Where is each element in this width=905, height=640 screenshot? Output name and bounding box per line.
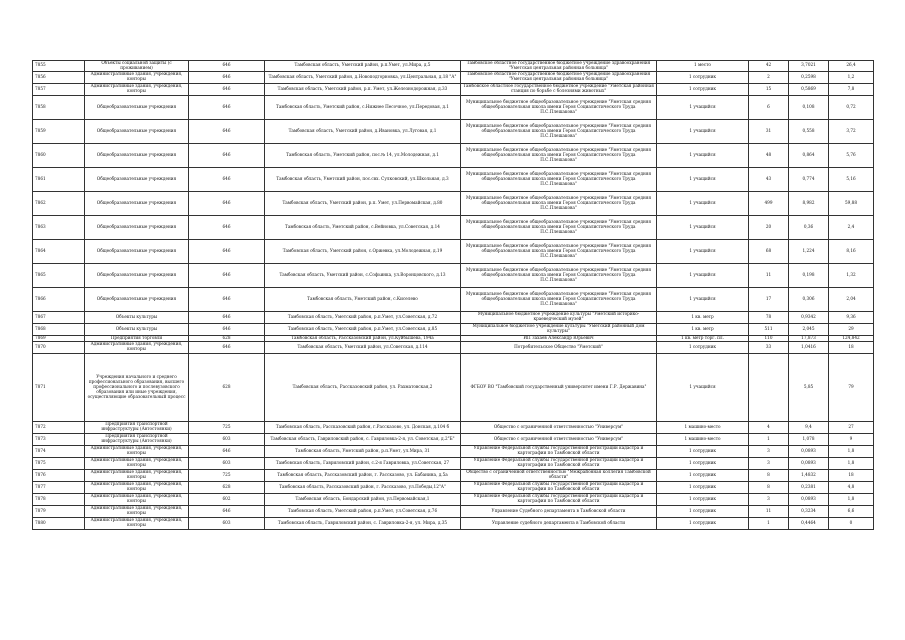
cell-object-type: Объекты культуры [85,323,189,335]
table-row [33,457,874,469]
cell-address: Тамбовская область, Рассказовский район, г. Рассказово, ул.Победы,12"А" [265,481,461,493]
cell-address: Тамбовская область, Уметский район, с.Киселево [265,287,461,311]
cell-unit: 1 сотрудник [657,445,749,457]
cell-address: Тамбовская область, Рассказовский район, ул.Куйбышева, 194а [265,335,461,341]
cell-object-type: Административные здания, учреждения, конторы [85,83,189,95]
cell-area: 26,4 [829,61,874,72]
cell-volume: 17,873 [789,335,829,341]
cell-organization: Управление Федеральной службы государственной регистрации кадастра и картографии по Тамбовской области [461,445,657,457]
cell-region-code: 646 [189,95,265,119]
cell-object-type: Административные здания, учреждения, конторы [85,457,189,469]
cell-area: 2,4 [829,215,874,239]
cell-address: Тамбовская область, Рассказовский район, ул. Рахматовская,2 [265,353,461,421]
cell-unit: 1 сотрудник [657,469,749,481]
cell-quantity: 15 [749,83,789,95]
table-row [33,517,874,529]
cell-area: 124,842 [829,335,874,341]
cell-organization: Управление Судебного департамента в Тамбовской области [461,505,657,517]
cell-row-number: 7859 [33,119,85,143]
cell-volume: 0,4464 [789,517,829,529]
cell-area: 27 [829,421,874,433]
table-row [33,445,874,457]
table-body [33,61,874,530]
cell-region-code: 646 [189,119,265,143]
cell-object-type: Объекты социальной защиты (с проживанием) [85,61,189,72]
cell-organization: Муниципальное бюджетное учреждение культуры "Уметский районный Дом культуры" [461,323,657,335]
cell-unit: 1 учащийся [657,287,749,311]
cell-area: 5,16 [829,167,874,191]
cell-object-type: Административные здания, учреждения, конторы [85,481,189,493]
table-row [33,263,874,287]
cell-object-type: Общеобразовательные учреждения [85,119,189,143]
cell-region-code: 646 [189,61,265,72]
cell-address: Тамбовская область, Уметский район, р.п.Умет, ул.Советская, д.85 [265,323,461,335]
cell-volume: 0,306 [789,287,829,311]
table-row [33,83,874,95]
cell-volume: 8,982 [789,191,829,215]
cell-volume: 0,558 [789,119,829,143]
cell-area: 9,36 [829,311,874,323]
cell-quantity: 68 [749,239,789,263]
cell-organization: Общество с ограниченной ответственностью "Универсум" [461,421,657,433]
cell-quantity: 43 [749,167,789,191]
cell-row-number: 7863 [33,215,85,239]
table-row [33,469,874,481]
cell-row-number: 7856 [33,71,85,83]
cell-row-number: 7870 [33,341,85,353]
cell-organization: Муниципальное бюджетное учреждение культуры "Уметский историко-краеведческий музей" [461,311,657,323]
table-row [33,481,874,493]
cell-unit: 1 сотрудник [657,457,749,469]
table-row [33,433,874,445]
cell-object-type: Административные здания, учреждения, конторы [85,505,189,517]
cell-object-type: Административные здания, учреждения, конторы [85,341,189,353]
cell-row-number: 7858 [33,95,85,119]
cell-quantity: 2 [749,71,789,83]
cell-address: Тамбовская область, Уметский район, с.Нижнее Песочное, ул.Передовая, д.1 [265,95,461,119]
cell-quantity: 511 [749,323,789,335]
cell-organization: Тамбовское областное государственное бюджетное учреждение "Уметская районная станция по борьбе с болезнями животных" [461,83,657,95]
table-row [33,95,874,119]
cell-area: 1,8 [829,493,874,505]
cell-area: 0,72 [829,95,874,119]
cell-region-code: 628 [189,481,265,493]
cell-row-number: 7873 [33,433,85,445]
cell-address: Тамбовская область, Уметский район, р.п.Умет, ул.Мира, д.5 [265,61,461,72]
cell-object-type: Предприятия торговли [85,335,189,341]
cell-region-code: 603 [189,517,265,529]
table-row [33,119,874,143]
cell-row-number: 7866 [33,287,85,311]
cell-organization: Общество с ограниченной ответственностью "Универсум" [461,433,657,445]
cell-row-number: 7875 [33,457,85,469]
cell-volume: 0,198 [789,263,829,287]
cell-organization: Управление Федеральной службы государственной регистрации кадастра и картографии по Тамбовской области [461,457,657,469]
cell-region-code: 646 [189,215,265,239]
cell-volume: 0,2381 [789,481,829,493]
cell-row-number: 7869 [33,335,85,341]
cell-region-code: 602 [189,493,265,505]
cell-address: Тамбовская область, Уметский район, р.п. Умет, ул.Железнодорожная, д.33 [265,83,461,95]
cell-organization: Муниципальное бюджетное общеобразовательное учреждение "Уметская средняя общеобразовательная школа имени Героя Социалистического Труда П.С.Плешакова" [461,167,657,191]
cell-unit: 1 учащийся [657,167,749,191]
cell-quantity: 17 [749,287,789,311]
cell-unit: 1 учащийся [657,353,749,421]
cell-region-code: 603 [189,457,265,469]
table-row [33,191,874,215]
cell-quantity [749,353,789,421]
cell-area: 18 [829,469,874,481]
cell-organization: Управление Федеральной службы государственной регистрации кадастра и картографии по Тамбовской области [461,493,657,505]
cell-row-number: 7878 [33,493,85,505]
cell-address: Тамбовская область, Уметский район, с.Оржевка, ул.Молодежная, д.19 [265,239,461,263]
cell-volume: 0,774 [789,167,829,191]
cell-row-number: 7874 [33,445,85,457]
cell-volume: 0,2598 [789,71,829,83]
cell-organization: Муниципальное бюджетное общеобразовательное учреждение "Уметская средняя общеобразовательная школа имени Героя Социалистического Труда П.С.Плешакова" [461,239,657,263]
cell-organization: Муниципальное бюджетное общеобразовательное учреждение "Уметская средняя общеобразовательная школа имени Героя Социалистического Труда П.С.Плешакова" [461,263,657,287]
cell-region-code: 646 [189,71,265,83]
cell-address: Тамбовская область, Уметский район, р.п.Умет, ул.Советская, д.76 [265,505,461,517]
cell-unit: 1 сотрудник [657,505,749,517]
cell-object-type: Общеобразовательные учреждения [85,215,189,239]
cell-volume: 0,0893 [789,493,829,505]
cell-organization: Потребительское Общество "Уметский" [461,341,657,353]
cell-address: Тамбовская область, Уметский район, д.Новоподгорновка, ул.Центральная, д.18 "А" [265,71,461,83]
cell-organization: Общество с ограниченной ответственностью "Межрайонная коллегия Тамбовской области" [461,469,657,481]
cell-area: 5,76 [829,143,874,167]
cell-region-code: 628 [189,353,265,421]
data-table [32,60,874,530]
cell-row-number: 7880 [33,517,85,529]
cell-area: 2,04 [829,287,874,311]
cell-quantity: 4 [749,421,789,433]
table-row [33,61,874,72]
cell-volume: 0,864 [789,143,829,167]
cell-region-code: 646 [189,167,265,191]
cell-quantity: 11 [749,263,789,287]
cell-object-type: Административные здания, учреждения, конторы [85,493,189,505]
cell-object-type: Общеобразовательные учреждения [85,143,189,167]
table-row [33,215,874,239]
cell-quantity: 78 [749,311,789,323]
cell-unit: 1 учащийся [657,215,749,239]
cell-address: Тамбовская область, Уметский район, р.п.Умет, ул.Советская, д.72 [265,311,461,323]
cell-area: 9 [829,433,874,445]
cell-area: 59,88 [829,191,874,215]
cell-object-type: Общеобразовательные учреждения [85,95,189,119]
cell-area: 0 [829,517,874,529]
cell-object-type: Административные здания, учреждения, конторы [85,517,189,529]
cell-address: Тамбовская область, Уметский район, ул.Советская, д.114 [265,341,461,353]
cell-unit: 1 сотрудник [657,517,749,529]
cell-unit: 1 учащийся [657,263,749,287]
cell-region-code: 646 [189,143,265,167]
cell-quantity: 3 [749,493,789,505]
cell-unit: 1 сотрудник [657,83,749,95]
cell-object-type: Объекты культуры [85,311,189,323]
cell-region-code: 646 [189,263,265,287]
cell-region-code: 603 [189,433,265,445]
cell-unit: 1 сотрудник [657,493,749,505]
cell-area: 6,6 [829,505,874,517]
cell-unit: 1 машино-место [657,433,749,445]
cell-quantity: 3 [749,445,789,457]
cell-organization: Муниципальное бюджетное общеобразовательное учреждение "Уметская средняя общеобразовательная школа имени Героя Социалистического Труда П.С.Плешакова" [461,215,657,239]
cell-organization: Тамбовское областное государственное бюджетное учреждение здравоохранения "Уметская центральная районная больница" [461,61,657,72]
cell-volume: 3,7021 [789,61,829,72]
cell-row-number: 7871 [33,353,85,421]
cell-area: 4,8 [829,481,874,493]
cell-unit: 1 учащийся [657,119,749,143]
cell-organization: ФГБОУ ВО "Тамбовский государственный университет имени Г.Р. Державина" [461,353,657,421]
cell-object-type: Общеобразовательные учреждения [85,167,189,191]
cell-area: 29 [829,323,874,335]
cell-object-type: Административные здания, учреждения, конторы [85,445,189,457]
cell-address: Тамбовская область, Гавриловский район, с. Гавриловка-2-я, ул. Советская, д.2"Б" [265,433,461,445]
table-row [33,71,874,83]
table-row [33,287,874,311]
cell-volume: 2,045 [789,323,829,335]
cell-address: Тамбовская область, Гавриловский район, с. Гавриловка-2-я, ул. Мира, д.35 [265,517,461,529]
cell-volume: 1,4832 [789,469,829,481]
cell-volume: 1,078 [789,433,829,445]
cell-row-number: 7877 [33,481,85,493]
cell-address: Тамбовская область, Уметский район, д.Ивановка, ул.Луговая, д.1 [265,119,461,143]
cell-quantity: 1 [749,433,789,445]
cell-address: Тамбовская область, Уметский район, пос.свх. Сулковский, ул.Школьная, д.3 [265,167,461,191]
cell-address: Тамбовская область, Уметский район, с.Софьинка, ул.Воронцовского, д.13 [265,263,461,287]
cell-region-code: 646 [189,83,265,95]
cell-region-code: 646 [189,191,265,215]
cell-unit: 1 машино-место [657,421,749,433]
table-row [33,167,874,191]
cell-object-type: Общеобразовательные учреждения [85,263,189,287]
cell-object-type: Общеобразовательные учреждения [85,287,189,311]
cell-organization: Муниципальное бюджетное общеобразовательное учреждение "Уметская средняя общеобразовательная школа имени Героя Социалистического Труда П.С.Плешакова" [461,143,657,167]
cell-volume: 0,36 [789,215,829,239]
cell-volume: 1,224 [789,239,829,263]
cell-region-code: 646 [189,311,265,323]
cell-quantity: 110 [749,335,789,341]
cell-address: Тамбовская область, Уметский район, р.п. Умет, ул.Первомайская, д.80 [265,191,461,215]
cell-quantity: 11 [749,505,789,517]
cell-unit: 1 кв. метр [657,311,749,323]
cell-object-type: Учреждения начального и среднего профессионального образования, высшего профессионального и послевузовского образования или иные учреждения, осуществляющие образовательный процесс [85,353,189,421]
cell-area: 3,72 [829,119,874,143]
cell-object-type: Предприятия транспортной инфраструктуры (Автостоянки) [85,433,189,445]
cell-quantity: 6 [749,95,789,119]
table-row [33,421,874,433]
cell-quantity: 48 [749,143,789,167]
cell-unit: 1 сотрудник [657,341,749,353]
cell-organization: Муниципальное бюджетное общеобразовательное учреждение "Уметская средняя общеобразовательная школа имени Героя Социалистического Труда П.С.Плешакова" [461,191,657,215]
cell-object-type: Общеобразовательные учреждения [85,239,189,263]
table-row [33,143,874,167]
cell-organization: Тамбовское областное государственное бюджетное учреждение здравоохранения "Уметская центральная районная больница" [461,71,657,83]
table-row [33,239,874,263]
table-row [33,353,874,421]
cell-organization: Муниципальное бюджетное общеобразовательное учреждение "Уметская средняя общеобразовательная школа имени Героя Социалистического Труда П.С.Плешакова" [461,95,657,119]
cell-quantity: 33 [749,341,789,353]
cell-unit: 1 учащийся [657,191,749,215]
cell-row-number: 7867 [33,311,85,323]
cell-area: 1,8 [829,445,874,457]
cell-organization: ИП Захаев Александр Юрьевич [461,335,657,341]
cell-address: Тамбовская область, Рассказовский район, г.Рассказово, ул. Донская, д.104 б [265,421,461,433]
cell-row-number: 7868 [33,323,85,335]
cell-address: Тамбовская область, Уметский район, с.Вейновка, ул.Советская, д.14 [265,215,461,239]
table-row [33,323,874,335]
cell-object-type: Общеобразовательные учреждения [85,191,189,215]
cell-unit: 1 кв. метр [657,323,749,335]
cell-unit: 1 учащийся [657,143,749,167]
cell-row-number: 7879 [33,505,85,517]
cell-area: 79 [829,353,874,421]
table-row [33,341,874,353]
cell-unit: 1 кв. метр торг. пл. [657,335,749,341]
cell-region-code: 646 [189,445,265,457]
cell-quantity: 31 [749,119,789,143]
table-row [33,493,874,505]
cell-area: 8,16 [829,239,874,263]
cell-volume: 0,0893 [789,457,829,469]
cell-object-type: Административные здания, учреждения, конторы [85,71,189,83]
cell-quantity: 3 [749,457,789,469]
cell-quantity: 1 [749,517,789,529]
table-row [33,505,874,517]
cell-row-number: 7865 [33,263,85,287]
cell-volume: 5,85 [789,353,829,421]
cell-unit: 1 сотрудник [657,71,749,83]
cell-address: Тамбовская область, Уметский район, р.п.Умет, ул.Мира, 31 [265,445,461,457]
cell-organization: Управление судебного департамента в Тамбовской области [461,517,657,529]
cell-volume: 0,5869 [789,83,829,95]
cell-address: Тамбовская область, Бондарский район, ул.Первомайская,1 [265,493,461,505]
cell-region-code: 725 [189,469,265,481]
cell-row-number: 7862 [33,191,85,215]
cell-volume: 0,3234 [789,505,829,517]
cell-region-code: 646 [189,323,265,335]
cell-object-type: Административные здания, учреждения, конторы [85,469,189,481]
cell-area: 1,32 [829,263,874,287]
cell-region-code: 646 [189,341,265,353]
cell-quantity: 20 [749,215,789,239]
cell-region-code: 628 [189,335,265,341]
cell-unit: 1 место [657,61,749,72]
cell-organization: Управление Федеральной службы государственной регистрации кадастра и картографии по Тамбовской области [461,481,657,493]
cell-area: 1,8 [829,457,874,469]
cell-address: Тамбовская область, Гавриловский район, с.2-я Гавриловка, ул.Советская, 27 [265,457,461,469]
cell-quantity: 42 [749,61,789,72]
cell-volume: 0,108 [789,95,829,119]
cell-address: Тамбовская область, Уметский район, пос.№ 14, ул.Молодежная, д.1 [265,143,461,167]
cell-area: 1,2 [829,71,874,83]
cell-volume: 9,4 [789,421,829,433]
cell-row-number: 7864 [33,239,85,263]
cell-object-type: Предприятия транспортной инфраструктуры (Автостоянки) [85,421,189,433]
cell-region-code: 646 [189,287,265,311]
cell-volume: 0,9342 [789,311,829,323]
cell-quantity: 8 [749,481,789,493]
cell-unit: 1 сотрудник [657,481,749,493]
cell-row-number: 7857 [33,83,85,95]
cell-area: 18 [829,341,874,353]
cell-row-number: 7861 [33,167,85,191]
cell-unit: 1 учащийся [657,95,749,119]
cell-organization: Муниципальное бюджетное общеобразовательное учреждение "Уметская средняя общеобразовательная школа имени Героя Социалистического Труда П.С.Плешакова" [461,119,657,143]
cell-row-number: 7855 [33,61,85,72]
cell-region-code: 725 [189,421,265,433]
cell-row-number: 7876 [33,469,85,481]
cell-row-number: 7872 [33,421,85,433]
cell-quantity: 8 [749,469,789,481]
cell-organization: Муниципальное бюджетное общеобразовательное учреждение "Уметская средняя общеобразовательная школа имени Героя Социалистического Труда П.С.Плешакова" [461,287,657,311]
cell-volume: 0,0893 [789,445,829,457]
cell-region-code: 646 [189,505,265,517]
cell-volume: 1,0416 [789,341,829,353]
cell-row-number: 7860 [33,143,85,167]
cell-quantity: 499 [749,191,789,215]
cell-region-code: 646 [189,239,265,263]
table-row [33,311,874,323]
cell-area: 7,8 [829,83,874,95]
cell-address: Тамбовская область, Рассказовский район, г. Рассказово, ул. Бабанина, д.5а [265,469,461,481]
cell-unit: 1 учащийся [657,239,749,263]
